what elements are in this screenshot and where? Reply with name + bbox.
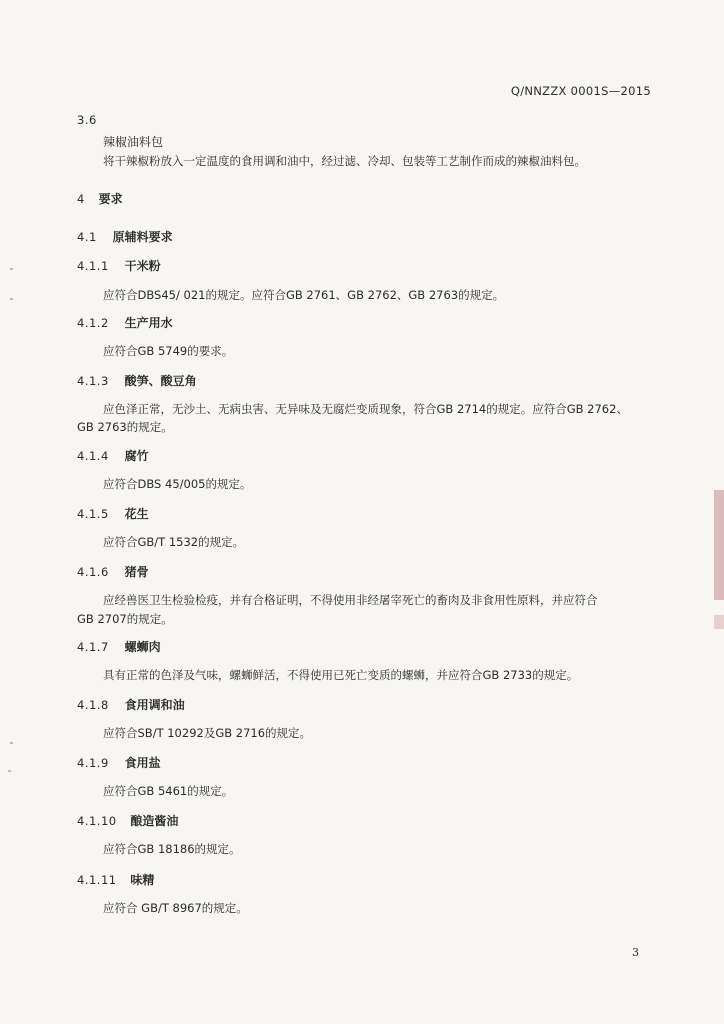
item-text: 应符合 GB/T 8967的规定。: [103, 901, 248, 915]
item-heading: 4.1.5 花生: [77, 507, 149, 521]
item-heading: 4.1.3 酸笋、酸豆角: [77, 374, 197, 388]
item-heading: 4.1.2 生产用水: [77, 316, 173, 330]
item-text-continued: GB 2707的规定。: [77, 612, 173, 626]
item-heading: 4.1.7 螺蛳肉: [77, 640, 161, 654]
item-text: 应符合GB/T 1532的规定。: [103, 535, 245, 549]
item-heading: 4.1.6 猪骨: [77, 565, 149, 579]
standard-code: Q/NNZZX 0001S—2015: [510, 84, 651, 98]
item-heading: 4.1.9 食用盐: [77, 756, 161, 770]
item-text: 应符合GB 5461的规定。: [103, 784, 234, 798]
item-text-continued: GB 2763的规定。: [77, 420, 173, 434]
scan-edge-mark: [714, 615, 724, 629]
scan-edge-mark: [714, 490, 724, 600]
item-heading: 4.1.10 酿造酱油: [77, 814, 179, 828]
item-heading: 4.1.4 腐竹: [77, 449, 149, 463]
page-number: 3: [632, 946, 639, 959]
scan-speck: [10, 742, 13, 744]
item-text: 应符合DBS45/ 021的规定。应符合GB 2761、GB 2762、GB 2763的规定。: [103, 288, 505, 302]
section-heading: 4 要求: [77, 192, 123, 206]
section-text: 将干辣椒粉放入一定温度的食用调和油中，经过滤、冷却、包装等工艺制作而成的辣椒油料包。: [103, 154, 586, 168]
scan-speck: [10, 268, 13, 270]
section-number: 3.6: [77, 113, 97, 127]
item-text: 应符合DBS 45/005的规定。: [103, 477, 252, 491]
scan-speck: [10, 298, 13, 300]
item-text: 应符合GB 5749的要求。: [103, 344, 234, 358]
item-text: 具有正常的色泽及气味，螺蛳鲜活，不得使用已死亡变质的螺蛳，并应符合GB 2733的规定。: [103, 668, 579, 682]
item-text: 应经兽医卫生检验检疫，并有合格证明，不得使用非经屠宰死亡的畜肉及非食用性原料，并应符合: [103, 593, 598, 607]
item-heading: 4.1.8 食用调和油: [77, 698, 185, 712]
subsection-heading: 4.1 原辅料要求: [77, 230, 173, 244]
section-title: 辣椒油料包: [103, 135, 164, 149]
item-text: 应符合GB 18186的规定。: [103, 842, 241, 856]
item-text: 应符合SB/T 10292及GB 2716的规定。: [103, 726, 312, 740]
item-heading: 4.1.1 干米粉: [77, 259, 161, 273]
scan-speck: [8, 770, 11, 772]
item-text: 应色泽正常，无沙土、无病虫害、无异味及无腐烂变质现象，符合GB 2714的规定。应符合GB 2762、: [103, 402, 628, 416]
item-heading: 4.1.11 味精: [77, 873, 155, 887]
